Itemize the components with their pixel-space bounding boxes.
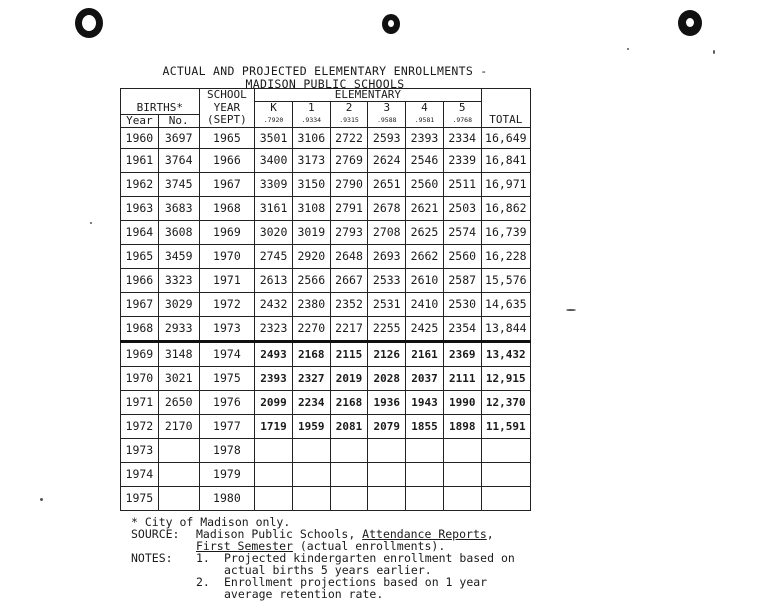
grade4-enrollment-cell: 2393 — [406, 127, 444, 148]
births-count-cell: 3148 — [158, 341, 199, 366]
retention-rate-4: .9581 — [406, 114, 444, 127]
grade5-enrollment-cell: 2339 — [443, 148, 481, 172]
grade3-enrollment-cell: 2678 — [368, 196, 406, 220]
grade-header-4: 4 — [406, 102, 444, 115]
births-count-cell: 3021 — [158, 366, 199, 390]
table-row — [121, 414, 531, 438]
enrollment-table — [120, 88, 531, 511]
grade4-enrollment-cell: 2425 — [406, 316, 444, 341]
grade2-enrollment-cell: 2352 — [330, 292, 368, 316]
total-enrollment-cell: 12,915 — [481, 366, 530, 390]
grade4-enrollment-cell: 1943 — [406, 390, 444, 414]
retention-rate-1: .9334 — [292, 114, 330, 127]
table-row — [121, 220, 531, 244]
grade2-enrollment-cell: 2722 — [330, 127, 368, 148]
table-row — [121, 316, 531, 341]
binder-hole-right — [678, 10, 702, 36]
birth-year-cell: 1966 — [121, 268, 159, 292]
grade4-enrollment-cell: 2662 — [406, 244, 444, 268]
grade1-enrollment-cell: 2380 — [292, 292, 330, 316]
grade4-enrollment-cell: 2037 — [406, 366, 444, 390]
birth-year-cell: 1968 — [121, 316, 159, 341]
k-enrollment-cell: 2099 — [255, 390, 293, 414]
grade4-enrollment-cell: 1855 — [406, 414, 444, 438]
k-enrollment-cell: 2493 — [255, 341, 293, 366]
elementary-header: ELEMENTARY — [255, 89, 481, 102]
note2-line2: average retention rate. — [224, 587, 384, 601]
grade3-enrollment-cell: 2126 — [368, 341, 406, 366]
grade1-enrollment-cell: 2270 — [292, 316, 330, 341]
table-row — [121, 462, 531, 486]
k-enrollment-cell — [255, 486, 293, 510]
grade1-enrollment-cell: 2168 — [292, 341, 330, 366]
k-enrollment-cell: 3161 — [255, 196, 293, 220]
births-header: BIRTHS* — [121, 102, 200, 115]
grade1-enrollment-cell: 3173 — [292, 148, 330, 172]
school-year-cell: 1980 — [199, 486, 255, 510]
grade2-enrollment-cell: 2168 — [330, 390, 368, 414]
table-row — [121, 244, 531, 268]
grade5-enrollment-cell: 1990 — [443, 390, 481, 414]
grade1-enrollment-cell — [292, 462, 330, 486]
grade4-enrollment-cell: 2621 — [406, 196, 444, 220]
school-year-cell: 1975 — [199, 366, 255, 390]
grade3-enrollment-cell: 2593 — [368, 127, 406, 148]
grade5-enrollment-cell: 2503 — [443, 196, 481, 220]
enrollment-rows — [121, 127, 531, 510]
table-row — [121, 172, 531, 196]
grade2-enrollment-cell: 2217 — [330, 316, 368, 341]
total-enrollment-cell: 16,862 — [481, 196, 530, 220]
grade2-enrollment-cell: 2791 — [330, 196, 368, 220]
total-enrollment-cell: 16,649 — [481, 127, 530, 148]
school-year-header: YEAR — [199, 102, 255, 115]
total-enrollment-cell — [481, 462, 530, 486]
scan-speck — [90, 222, 92, 224]
table-row — [121, 486, 531, 510]
grade-header-1: 1 — [292, 102, 330, 115]
grade2-enrollment-cell — [330, 462, 368, 486]
birth-year-cell: 1974 — [121, 462, 159, 486]
grade2-enrollment-cell: 2648 — [330, 244, 368, 268]
note2-number: 2. — [196, 575, 210, 589]
grade5-enrollment-cell: 2587 — [443, 268, 481, 292]
grade2-enrollment-cell — [330, 438, 368, 462]
source-publisher: Madison Public Schools, — [196, 527, 363, 541]
grade-header-5: 5 — [443, 102, 481, 115]
grade2-enrollment-cell: 2081 — [330, 414, 368, 438]
total-enrollment-cell — [481, 438, 530, 462]
school-year-cell: 1966 — [199, 148, 255, 172]
note1-line1: Projected kindergarten enrollment based on — [224, 551, 515, 565]
births-count-cell — [158, 462, 199, 486]
grade4-enrollment-cell: 2625 — [406, 220, 444, 244]
scan-speck — [627, 48, 629, 50]
births-count-cell: 3459 — [158, 244, 199, 268]
grade5-enrollment-cell: 2369 — [443, 341, 481, 366]
grade1-enrollment-cell — [292, 438, 330, 462]
birth-year-cell: 1973 — [121, 438, 159, 462]
school-year-cell: 1967 — [199, 172, 255, 196]
birth-year-cell: 1970 — [121, 366, 159, 390]
grade1-enrollment-cell: 2920 — [292, 244, 330, 268]
grade1-enrollment-cell: 3106 — [292, 127, 330, 148]
total-enrollment-cell — [481, 486, 530, 510]
school-year-cell: 1969 — [199, 220, 255, 244]
birth-year-cell: 1961 — [121, 148, 159, 172]
table-row — [121, 148, 531, 172]
birth-year-cell: 1969 — [121, 341, 159, 366]
school-year-cell: 1977 — [199, 414, 255, 438]
grade2-enrollment-cell: 2793 — [330, 220, 368, 244]
footnote-asterisk: * City of Madison only. — [131, 515, 291, 529]
table-row — [121, 292, 531, 316]
k-enrollment-cell — [255, 438, 293, 462]
grade3-enrollment-cell: 1936 — [368, 390, 406, 414]
grade4-enrollment-cell: 2410 — [406, 292, 444, 316]
grade2-enrollment-cell — [330, 486, 368, 510]
notes-label: NOTES: — [131, 551, 173, 565]
grade3-enrollment-cell: 2028 — [368, 366, 406, 390]
note2-line1: Enrollment projections based on 1 year — [224, 575, 488, 589]
births-count-cell: 3764 — [158, 148, 199, 172]
grade-header-2: 2 — [330, 102, 368, 115]
table-row — [121, 341, 531, 366]
retention-rate-k: .7920 — [255, 114, 293, 127]
scan-speck — [713, 50, 715, 54]
note1-line2: actual births 5 years earlier. — [224, 563, 432, 577]
grade5-enrollment-cell: 2111 — [443, 366, 481, 390]
grade3-enrollment-cell: 2651 — [368, 172, 406, 196]
birth-year-cell: 1964 — [121, 220, 159, 244]
scan-speck — [566, 309, 576, 311]
births-count-cell — [158, 486, 199, 510]
retention-rate-3: .9588 — [368, 114, 406, 127]
school-year-cell: 1979 — [199, 462, 255, 486]
table-row — [121, 390, 531, 414]
source-line2-end: (actual enrollments). — [292, 539, 446, 553]
school-year-cell: 1978 — [199, 438, 255, 462]
grade3-enrollment-cell: 2079 — [368, 414, 406, 438]
grade-header-3: 3 — [368, 102, 406, 115]
grade3-enrollment-cell — [368, 486, 406, 510]
births-count-cell: 3323 — [158, 268, 199, 292]
births-count-cell: 2650 — [158, 390, 199, 414]
grade3-enrollment-cell: 2531 — [368, 292, 406, 316]
grade2-enrollment-cell: 2790 — [330, 172, 368, 196]
k-enrollment-cell: 2613 — [255, 268, 293, 292]
grade4-enrollment-cell — [406, 462, 444, 486]
birth-year-cell: 1960 — [121, 127, 159, 148]
grade4-enrollment-cell: 2546 — [406, 148, 444, 172]
grade1-enrollment-cell: 2566 — [292, 268, 330, 292]
birth-year-cell: 1963 — [121, 196, 159, 220]
number-header: No. — [158, 114, 199, 127]
birth-year-cell: 1965 — [121, 244, 159, 268]
binder-hole-left — [75, 8, 103, 38]
k-enrollment-cell: 3020 — [255, 220, 293, 244]
grade5-enrollment-cell — [443, 438, 481, 462]
births-count-cell: 3683 — [158, 196, 199, 220]
total-header-top — [481, 89, 530, 102]
birth-year-cell: 1971 — [121, 390, 159, 414]
grade1-enrollment-cell: 2327 — [292, 366, 330, 390]
total-enrollment-cell: 16,841 — [481, 148, 530, 172]
total-enrollment-cell: 13,432 — [481, 341, 530, 366]
grade3-enrollment-cell — [368, 438, 406, 462]
births-count-cell: 3608 — [158, 220, 199, 244]
year-header: Year — [121, 114, 159, 127]
births-count-cell: 2933 — [158, 316, 199, 341]
source-label: SOURCE: — [131, 527, 180, 541]
births-count-cell: 3745 — [158, 172, 199, 196]
grade3-enrollment-cell: 2624 — [368, 148, 406, 172]
retention-rate-5: .9768 — [443, 114, 481, 127]
school-year-cell: 1965 — [199, 127, 255, 148]
scan-speck — [40, 498, 43, 501]
grade5-enrollment-cell: 2511 — [443, 172, 481, 196]
sept-header: (SEPT) — [199, 114, 255, 127]
grade5-enrollment-cell: 2354 — [443, 316, 481, 341]
grade1-enrollment-cell: 1959 — [292, 414, 330, 438]
birth-year-cell: 1972 — [121, 414, 159, 438]
k-enrollment-cell: 2393 — [255, 366, 293, 390]
grade5-enrollment-cell: 2530 — [443, 292, 481, 316]
source-report-title: Attendance Reports — [362, 527, 487, 541]
grade2-enrollment-cell: 2019 — [330, 366, 368, 390]
grade4-enrollment-cell: 2161 — [406, 341, 444, 366]
grade5-enrollment-cell: 1898 — [443, 414, 481, 438]
table-row — [121, 366, 531, 390]
school-year-cell: 1970 — [199, 244, 255, 268]
grade5-enrollment-cell: 2334 — [443, 127, 481, 148]
table-row — [121, 196, 531, 220]
grade5-enrollment-cell — [443, 462, 481, 486]
grade2-enrollment-cell: 2667 — [330, 268, 368, 292]
births-header-top — [121, 89, 200, 102]
k-enrollment-cell: 2432 — [255, 292, 293, 316]
total-enrollment-cell: 15,576 — [481, 268, 530, 292]
table-row — [121, 438, 531, 462]
total-enrollment-cell: 11,591 — [481, 414, 530, 438]
table-row — [121, 127, 531, 148]
birth-year-cell: 1975 — [121, 486, 159, 510]
total-enrollment-cell: 16,971 — [481, 172, 530, 196]
total-enrollment-cell: 13,844 — [481, 316, 530, 341]
grade2-enrollment-cell: 2769 — [330, 148, 368, 172]
total-enrollment-cell: 16,739 — [481, 220, 530, 244]
k-enrollment-cell: 3501 — [255, 127, 293, 148]
birth-year-cell: 1967 — [121, 292, 159, 316]
total-header-mid — [481, 102, 530, 115]
grade1-enrollment-cell: 2234 — [292, 390, 330, 414]
grade-header-k: K — [255, 102, 293, 115]
grade4-enrollment-cell — [406, 486, 444, 510]
k-enrollment-cell: 3400 — [255, 148, 293, 172]
document-title-line1: ACTUAL AND PROJECTED ELEMENTARY ENROLLMENTS - — [162, 64, 488, 78]
k-enrollment-cell: 2323 — [255, 316, 293, 341]
grade4-enrollment-cell: 2560 — [406, 172, 444, 196]
retention-rate-2: .9315 — [330, 114, 368, 127]
grade4-enrollment-cell — [406, 438, 444, 462]
grade4-enrollment-cell: 2610 — [406, 268, 444, 292]
grade3-enrollment-cell: 2533 — [368, 268, 406, 292]
total-enrollment-cell: 12,370 — [481, 390, 530, 414]
total-enrollment-cell: 14,635 — [481, 292, 530, 316]
document-title-line2: MADISON PUBLIC SCHOOLS — [245, 77, 405, 91]
grade1-enrollment-cell: 3019 — [292, 220, 330, 244]
grade3-enrollment-cell: 2693 — [368, 244, 406, 268]
grade5-enrollment-cell: 2574 — [443, 220, 481, 244]
total-enrollment-cell: 16,228 — [481, 244, 530, 268]
school-year-cell: 1976 — [199, 390, 255, 414]
source-semester: First Semester — [196, 539, 293, 553]
school-year-cell: 1974 — [199, 341, 255, 366]
births-count-cell: 2170 — [158, 414, 199, 438]
total-header: TOTAL — [481, 114, 530, 127]
note1-number: 1. — [196, 551, 210, 565]
birth-year-cell: 1962 — [121, 172, 159, 196]
k-enrollment-cell: 2745 — [255, 244, 293, 268]
grade5-enrollment-cell — [443, 486, 481, 510]
school-year-cell: 1968 — [199, 196, 255, 220]
births-count-cell: 3697 — [158, 127, 199, 148]
k-enrollment-cell — [255, 462, 293, 486]
source-line1-end: , — [486, 527, 494, 541]
k-enrollment-cell: 1719 — [255, 414, 293, 438]
grade3-enrollment-cell: 2708 — [368, 220, 406, 244]
grade1-enrollment-cell: 3150 — [292, 172, 330, 196]
grade2-enrollment-cell: 2115 — [330, 341, 368, 366]
school-header: SCHOOL — [199, 89, 255, 102]
grade1-enrollment-cell: 3108 — [292, 196, 330, 220]
school-year-cell: 1973 — [199, 316, 255, 341]
table-row — [121, 268, 531, 292]
k-enrollment-cell: 3309 — [255, 172, 293, 196]
births-count-cell: 3029 — [158, 292, 199, 316]
school-year-cell: 1972 — [199, 292, 255, 316]
school-year-cell: 1971 — [199, 268, 255, 292]
grade5-enrollment-cell: 2560 — [443, 244, 481, 268]
births-count-cell — [158, 438, 199, 462]
grade3-enrollment-cell — [368, 462, 406, 486]
grade1-enrollment-cell — [292, 486, 330, 510]
binder-hole-middle — [382, 14, 400, 34]
grade3-enrollment-cell: 2255 — [368, 316, 406, 341]
